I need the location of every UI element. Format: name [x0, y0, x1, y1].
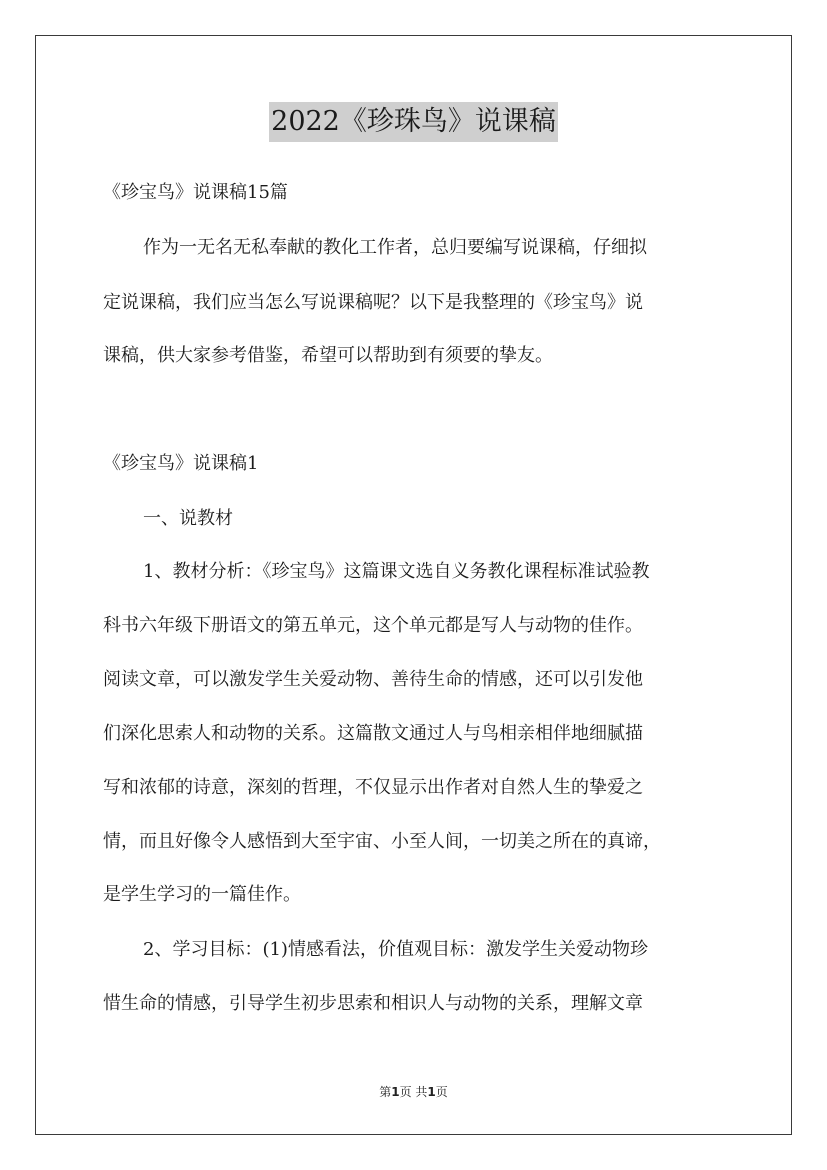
paragraph-line: 情，而且好像令人感悟到大至宇宙、小至人间，一切美之所在的真谛，: [103, 831, 661, 852]
intro-line: 课稿，供大家参考借鉴，希望可以帮助到有须要的挚友。: [103, 345, 553, 366]
paragraph-line: 科书六年级下册语文的第五单元，这个单元都是写人与动物的佳作。: [103, 615, 643, 636]
paragraph-line: 是学生学习的一篇佳作。: [103, 884, 301, 905]
page-footer: [0, 1083, 827, 1100]
paragraph-line: 惜生命的情感，引导学生初步思索和相识人与动物的关系，理解文章: [103, 993, 643, 1014]
intro-line: 定说课稿，我们应当怎么写说课稿呢？以下是我整理的《珍宝鸟》说: [103, 292, 643, 313]
paragraph-line: 阅读文章，可以激发学生关爱动物、善待生命的情感，还可以引发他: [103, 669, 643, 690]
footer-mid: 页 共: [399, 1085, 428, 1099]
document-title: 2022《珍珠鸟》说课稿: [269, 102, 558, 142]
current-page-number: 1: [391, 1085, 400, 1099]
paragraph-line: 1、教材分析：《珍宝鸟》这篇课文选自义务教化课程标准试验教: [143, 561, 650, 582]
footer-suffix: 页: [435, 1085, 448, 1099]
paragraph-line: 写和浓郁的诗意，深刻的哲理，不仅显示出作者对自然人生的挚爱之: [103, 777, 643, 798]
section-heading: 《珍宝鸟》说课稿1: [103, 453, 259, 474]
paragraph-line: 们深化思索人和动物的关系。这篇散文通过人与鸟相亲相伴地细腻描: [103, 723, 643, 744]
total-page-number: 1: [427, 1085, 436, 1099]
part-heading: 一、说教材: [143, 508, 233, 529]
footer-prefix: 第: [379, 1085, 392, 1099]
title-container: [0, 102, 827, 142]
intro-line: 作为一无名无私奉献的教化工作者，总归要编写说课稿，仔细拟: [143, 237, 647, 258]
paragraph-line: 2、学习目标：(1)情感看法，价值观目标：激发学生关爱动物珍: [143, 939, 648, 960]
subtitle: 《珍宝鸟》说课稿15篇: [103, 182, 288, 203]
